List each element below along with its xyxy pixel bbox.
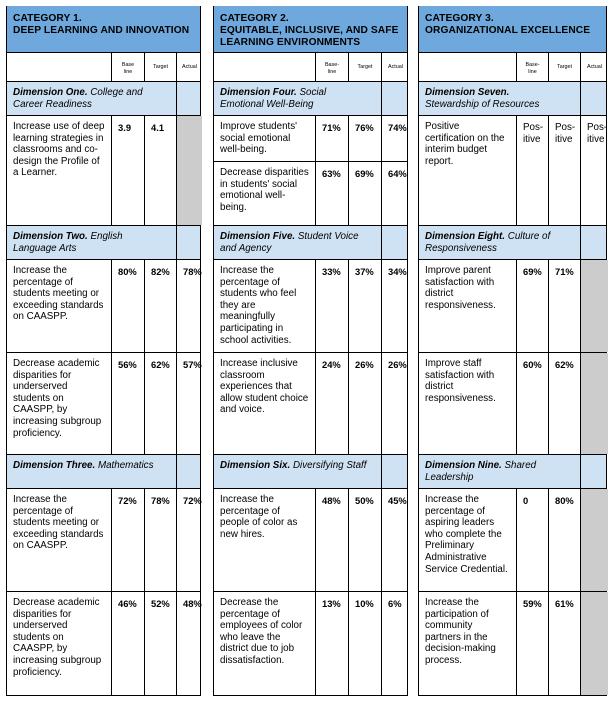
category-name: EQUITABLE, INCLUSIVE, AND SAFE LEARNING ENVIRONMENTS (220, 25, 399, 48)
baseline-value-cell (111, 353, 144, 454)
actual-value: 45% (388, 495, 407, 506)
target-subheader: Target (153, 64, 168, 70)
goal-cell (419, 116, 516, 225)
subheader-blank (419, 53, 516, 81)
dimension-title-text (13, 460, 160, 472)
baseline-value: 56% (118, 359, 137, 370)
actual-value: 72% (183, 495, 202, 506)
actual-value-cell (381, 353, 409, 454)
goal-cell (7, 592, 111, 695)
metric-subheader-row (7, 53, 200, 82)
actual-value-cell (381, 260, 409, 352)
category-name: ORGANIZATIONAL EXCELLENCE (425, 25, 591, 36)
baseline-value-cell (516, 116, 548, 225)
goal-cell (7, 489, 111, 591)
actual-subheader: Actual (388, 64, 403, 70)
goal-cell (7, 260, 111, 352)
subheader-blank (214, 53, 315, 81)
goal-cell (214, 353, 315, 454)
baseline-value: 60% (523, 359, 542, 370)
subheader-blank (7, 53, 111, 81)
target-value-cell (348, 260, 381, 352)
dimension-title-text (220, 460, 367, 472)
actual-value-cell (580, 489, 608, 591)
dimension-title-text (220, 87, 367, 110)
actual-value: 78% (183, 266, 202, 277)
target-value-cell (348, 116, 381, 161)
actual-subheader: Actual (182, 64, 197, 70)
baseline-subheader-cell (516, 53, 548, 81)
goal-cell (7, 116, 111, 225)
goal-text: Increase the percentage of students who feel they are meaningfully participating in school activities. (220, 265, 297, 346)
dimension-title-text (425, 231, 566, 254)
actual-value-cell (381, 162, 409, 225)
target-value: 61% (555, 598, 574, 609)
target-value-cell (548, 592, 580, 695)
goal-cell (214, 116, 315, 161)
baseline-value: 71% (322, 122, 341, 133)
dimension-number: Dimension Two. (13, 231, 88, 242)
actual-value-cell (580, 116, 608, 225)
actual-subheader-cell (176, 53, 202, 81)
dimension-actual-blank (381, 82, 409, 115)
dimension-title-text (220, 231, 367, 254)
target-value: 10% (355, 598, 374, 609)
category-name: DEEP LEARNING AND INNOVATION (13, 25, 190, 36)
target-value: 76% (355, 122, 374, 133)
target-value-cell (348, 489, 381, 591)
goal-cell (214, 260, 315, 352)
goal-row (7, 489, 200, 592)
target-value: 71% (555, 266, 574, 277)
dimension-header (214, 226, 407, 260)
target-value: 37% (355, 266, 374, 277)
target-value: 52% (151, 598, 170, 609)
actual-value-cell (176, 489, 202, 591)
category-header (214, 6, 407, 53)
goal-text: Decrease academic disparities for underserved students on CAASPP, by increasing subgroup proficiency. (13, 597, 102, 678)
goal-row (214, 116, 407, 162)
target-value: Pos- itive (555, 122, 576, 145)
category-number: CATEGORY 3. (425, 13, 494, 24)
actual-value-cell (176, 592, 202, 695)
dimension-actual-blank (381, 226, 409, 259)
target-value: 62% (555, 359, 574, 370)
actual-value-cell (381, 592, 409, 695)
goal-row (214, 260, 407, 353)
target-value: 62% (151, 359, 170, 370)
actual-value-cell (381, 116, 409, 161)
actual-subheader-cell (580, 53, 608, 81)
target-value: 4.1 (151, 122, 165, 133)
dimension-title-text (13, 87, 160, 110)
goal-row (7, 353, 200, 455)
dimension-header (214, 455, 407, 489)
category-column-3 (418, 6, 607, 696)
dimension-title: Social Emotional Well-Being (220, 87, 327, 110)
goal-cell (419, 592, 516, 695)
dimension-title: College and Career Readiness (13, 87, 143, 110)
dimension-actual-blank (580, 82, 608, 115)
baseline-value: 13% (322, 598, 341, 609)
dimension-actual-blank (580, 455, 608, 488)
baseline-value-cell (516, 260, 548, 352)
target-value: 26% (355, 359, 374, 370)
dimension-title: Student Voice and Agency (220, 231, 359, 254)
baseline-subheader-cell (315, 53, 348, 81)
actual-value-cell (580, 353, 608, 454)
dimension-actual-blank (580, 226, 608, 259)
goal-cell (419, 489, 516, 591)
goal-text: Increase use of deep learning strategies in classrooms and co-design the Profile of a Learner. (13, 121, 105, 179)
dimension-title: Culture of Responsiveness (425, 231, 551, 254)
category-column-1 (6, 6, 201, 696)
goal-cell (214, 489, 315, 591)
goal-text: Improve students' social emotional well-being. (220, 121, 298, 156)
target-value-cell (548, 489, 580, 591)
actual-value-cell (580, 260, 608, 352)
goal-row (419, 592, 606, 696)
target-value: 82% (151, 266, 170, 277)
baseline-value: 80% (118, 266, 137, 277)
dimension-title-text (425, 460, 566, 483)
baseline-value-cell (111, 592, 144, 695)
dimension-header (419, 226, 606, 260)
target-subheader-cell (548, 53, 580, 81)
dimension-number: Dimension Seven. (425, 87, 510, 98)
baseline-subheader: Base- line (324, 62, 340, 75)
baseline-value-cell (111, 116, 144, 225)
dimension-actual-blank (381, 455, 409, 488)
goal-text: Increase inclusive classroom experiences that allow student choice and voice. (220, 358, 309, 416)
dimension-actual-blank (176, 82, 202, 115)
goal-row (7, 260, 200, 353)
dimension-title: Mathematics (97, 460, 154, 471)
actual-subheader-cell (381, 53, 409, 81)
category-number: CATEGORY 1. (13, 13, 82, 24)
goal-text: Increase the percentage of students meeting or exceeding standards on CAASPP. (13, 494, 104, 552)
target-value-cell (548, 116, 580, 225)
goal-text: Decrease academic disparities for underserved students on CAASPP, by increasing subgroup proficiency. (13, 358, 102, 439)
actual-value: 34% (388, 266, 407, 277)
baseline-value: 63% (322, 168, 341, 179)
goal-row (214, 162, 407, 226)
actual-subheader: Actual (587, 64, 602, 70)
target-subheader: Target (557, 64, 572, 70)
dimension-title-text (425, 87, 566, 110)
baseline-value-cell (516, 353, 548, 454)
goal-row (7, 592, 200, 696)
dimension-title: Stewardship of Resources (425, 98, 540, 110)
dimension-number: Dimension Six. (220, 460, 291, 471)
actual-value-cell (580, 592, 608, 695)
baseline-value: Pos- itive (523, 122, 544, 145)
category-header (7, 6, 200, 53)
dimension-title: Diversifying Staff (292, 460, 367, 471)
dimension-number: Dimension Nine. (425, 460, 502, 471)
metric-subheader-row (214, 53, 407, 82)
baseline-value: 3.9 (118, 122, 132, 133)
target-value-cell (144, 592, 176, 695)
dimension-title: English Language Arts (13, 231, 123, 254)
actual-value-cell (176, 116, 202, 225)
dimension-number: Dimension Five. (220, 231, 296, 242)
goal-cell (214, 592, 315, 695)
baseline-value-cell (315, 260, 348, 352)
category-column-2 (213, 6, 408, 696)
goal-row (214, 592, 407, 696)
actual-value: Pos- itive (587, 122, 608, 145)
dimension-number: Dimension Three. (13, 460, 96, 471)
baseline-value: 69% (523, 266, 542, 277)
baseline-value-cell (315, 162, 348, 225)
target-value-cell (348, 162, 381, 225)
target-value-cell (144, 116, 176, 225)
goal-row (214, 353, 407, 455)
actual-value: 48% (183, 598, 202, 609)
goal-row (214, 489, 407, 592)
goal-text: Positive certification on the interim budget report. (425, 121, 505, 167)
goal-text: Increase the participation of community partners in the decision-making process. (425, 597, 496, 666)
baseline-value: 46% (118, 598, 137, 609)
baseline-value: 33% (322, 266, 341, 277)
dimension-header (419, 82, 606, 116)
target-value-cell (144, 353, 176, 454)
target-subheader: Target (357, 64, 373, 70)
dimension-header (214, 82, 407, 116)
dimension-header (419, 455, 606, 489)
baseline-subheader: Base line (121, 62, 135, 75)
target-value-cell (144, 489, 176, 591)
baseline-value-cell (315, 353, 348, 454)
goal-text: Increase the percentage of people of color as new hires. (220, 494, 298, 540)
goal-cell (419, 260, 516, 352)
actual-value: 57% (183, 359, 202, 370)
target-value: 80% (555, 495, 574, 506)
target-value-cell (548, 260, 580, 352)
baseline-value-cell (111, 489, 144, 591)
target-value: 50% (355, 495, 374, 506)
actual-value-cell (176, 353, 202, 454)
actual-value-cell (381, 489, 409, 591)
dimension-title: Shared Leadership (425, 460, 537, 483)
actual-value: 64% (388, 168, 407, 179)
dimension-actual-blank (176, 455, 202, 488)
target-value-cell (348, 353, 381, 454)
baseline-subheader-cell (111, 53, 144, 81)
target-value-cell (548, 353, 580, 454)
goal-text: Decrease the percentage of employees of color who leave the district due to job dissatisfaction. (220, 597, 303, 666)
actual-value: 6% (388, 598, 402, 609)
goal-cell (419, 353, 516, 454)
baseline-value-cell (111, 260, 144, 352)
actual-value-cell (176, 260, 202, 352)
goal-row (419, 489, 606, 592)
target-subheader-cell (348, 53, 381, 81)
dimension-title-text (13, 231, 160, 254)
baseline-value: 72% (118, 495, 137, 506)
baseline-value-cell (516, 592, 548, 695)
goal-row (7, 116, 200, 226)
baseline-value: 59% (523, 598, 542, 609)
metric-subheader-row (419, 53, 606, 82)
goal-row (419, 353, 606, 455)
goal-text: Decrease disparities in students' social emotional well-being. (220, 167, 309, 213)
target-value-cell (348, 592, 381, 695)
dimension-number: Dimension Four. (220, 87, 297, 98)
category-number: CATEGORY 2. (220, 13, 289, 24)
target-subheader-cell (144, 53, 176, 81)
goal-text: Increase the percentage of aspiring leaders who complete the Preliminary Administrative Service Credential. (425, 494, 508, 575)
baseline-value: 24% (322, 359, 341, 370)
dimension-header (7, 82, 200, 116)
goal-text: Improve parent satisfaction with district responsiveness. (425, 265, 496, 311)
goal-cell (7, 353, 111, 454)
actual-value: 74% (388, 122, 407, 133)
baseline-value-cell (315, 489, 348, 591)
category-header (419, 6, 606, 53)
baseline-value: 48% (322, 495, 341, 506)
target-value: 69% (355, 168, 374, 179)
goal-row (419, 260, 606, 353)
dimension-number: Dimension One. (13, 87, 88, 98)
goal-text: Increase the percentage of students meeting or exceeding standards on CAASPP. (13, 265, 104, 323)
goal-cell (214, 162, 315, 225)
dimension-actual-blank (176, 226, 202, 259)
goal-text: Improve staff satisfaction with district responsiveness. (425, 358, 496, 404)
goal-row (419, 116, 606, 226)
target-value: 78% (151, 495, 170, 506)
dimension-header (7, 226, 200, 260)
baseline-value-cell (315, 116, 348, 161)
dimension-number: Dimension Eight. (425, 231, 506, 242)
actual-value: 26% (388, 359, 407, 370)
target-value-cell (144, 260, 176, 352)
baseline-subheader: Base- line (525, 62, 540, 75)
baseline-value: 0 (523, 495, 529, 506)
baseline-value-cell (516, 489, 548, 591)
dimension-header (7, 455, 200, 489)
baseline-value-cell (315, 592, 348, 695)
